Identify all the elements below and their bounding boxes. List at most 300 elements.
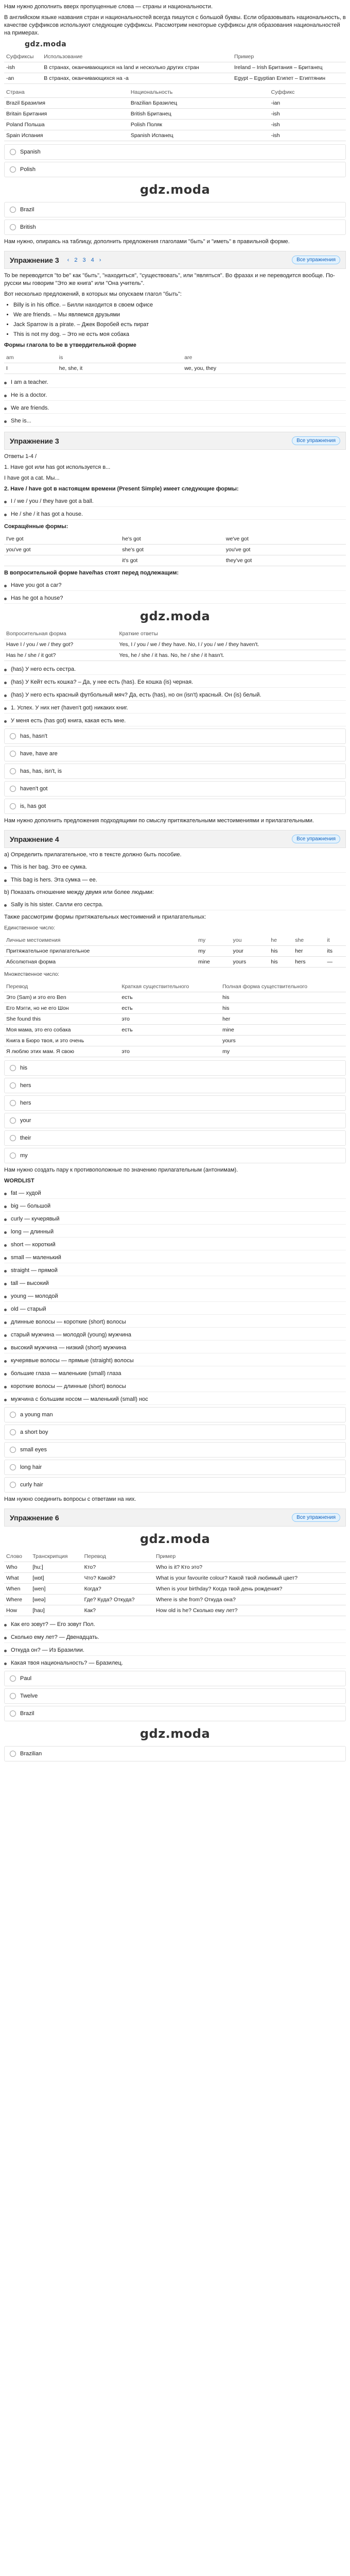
bullet-icon xyxy=(4,585,7,587)
exercise-title: Упражнение 4 xyxy=(10,835,59,843)
watermark: gdz.moda xyxy=(139,182,211,197)
answer-text: (has) У него есть сестра. xyxy=(11,666,76,672)
table-cell: -ish xyxy=(269,130,346,141)
radio-icon xyxy=(10,803,16,809)
table-cell: Его Мэгги, но не его Шон xyxy=(4,1003,119,1014)
radio-icon xyxy=(10,1751,16,1757)
radio-icon xyxy=(10,751,16,757)
answer-option[interactable] xyxy=(4,1671,346,1686)
table-cell: it's got xyxy=(120,555,224,566)
bullet-icon xyxy=(4,1218,7,1221)
radio-icon xyxy=(10,1412,16,1418)
option-label: Brazil xyxy=(20,207,34,213)
table-cell: hers xyxy=(293,957,325,968)
bullet-icon xyxy=(4,1283,7,1285)
radio-icon xyxy=(10,1464,16,1470)
option-label: has, hasn't xyxy=(20,733,47,739)
table-cell: She found this xyxy=(4,1014,119,1025)
form-line xyxy=(4,496,346,507)
section-heading: Сокращённые формы: xyxy=(4,523,68,530)
answer-line xyxy=(4,664,346,675)
table-cell: Has he / she / it got? xyxy=(4,650,117,661)
table-cell: Где? Куда? Откуда? xyxy=(82,1595,154,1605)
word-text: fat — худой xyxy=(11,1190,41,1196)
table-header: Использование xyxy=(42,52,232,62)
list-item: • This is not my dog. – Это не есть моя собака xyxy=(13,331,346,338)
table-header: is xyxy=(57,352,182,363)
answer-line xyxy=(4,416,346,427)
prev-icon[interactable]: ‹ xyxy=(67,257,69,263)
all-exercises-link[interactable]: Все упражнения xyxy=(292,256,340,264)
table-header: am xyxy=(4,352,57,363)
table-cell xyxy=(4,555,120,566)
radio-icon xyxy=(10,1675,16,1682)
pair-line xyxy=(4,1381,346,1392)
word-line xyxy=(4,1291,346,1302)
radio-icon xyxy=(10,1117,16,1124)
bullet-icon xyxy=(4,1270,7,1273)
table-cell: What xyxy=(4,1573,30,1584)
table-cell: Polish Поляк xyxy=(129,120,269,130)
form-text: I / we / you / they have got a ball. xyxy=(11,498,94,504)
table-cell: это xyxy=(119,1014,220,1025)
table-cell: -ian xyxy=(269,98,346,109)
option-label: have, have are xyxy=(20,751,58,757)
option-label: is, has got xyxy=(20,803,46,809)
all-exercises-link[interactable]: Все упражнения xyxy=(292,1513,340,1522)
exercise-title: Упражнение 6 xyxy=(10,1513,59,1522)
table-header: Национальность xyxy=(129,87,269,98)
answer-line xyxy=(4,390,346,401)
table-cell: Yes, I / you / we / they have. No, I / you / we / they haven't. xyxy=(117,639,346,650)
word-line xyxy=(4,1252,346,1263)
option-label: Paul xyxy=(20,1675,32,1682)
answer-text: Какая твоя национальность? — Бразилец. xyxy=(11,1660,123,1666)
table-header: my xyxy=(196,935,231,946)
page-link[interactable]: 2 xyxy=(74,257,78,263)
wordlist-label: WORDLIST xyxy=(4,1178,34,1184)
nationality-table xyxy=(4,87,346,141)
table-cell: [hu:] xyxy=(30,1562,82,1573)
option-label: long hair xyxy=(20,1464,42,1470)
answer-option[interactable] xyxy=(4,1078,346,1093)
task-text: Нам нужно создать пару к противоположные по значению прилагательным (антонимам). xyxy=(4,1167,238,1173)
table-cell: mine xyxy=(196,957,231,968)
exercise-title: Упражнение 3 xyxy=(10,436,59,445)
table-cell: we've got xyxy=(224,534,346,545)
watermark: gdz.moda xyxy=(25,40,67,48)
table-cell: есть xyxy=(119,1025,220,1036)
bullet-icon xyxy=(4,1360,7,1363)
all-exercises-link[interactable]: Все упражнения xyxy=(292,835,340,843)
option-label: haven't got xyxy=(20,786,48,792)
table-cell: you've got xyxy=(4,545,120,555)
word-text: curly — кучерявый xyxy=(11,1216,60,1222)
example-text: Sally is his sister. Салли его сестра. xyxy=(11,902,103,908)
pair-line xyxy=(4,1394,346,1405)
table-cell: I've got xyxy=(4,534,120,545)
answer-option[interactable] xyxy=(4,1688,346,1704)
table-cell: Brazilian Бразилец xyxy=(129,98,269,109)
word-text: old — старый xyxy=(11,1306,46,1312)
bullet-icon xyxy=(4,1309,7,1311)
table-cell: Ireland – Irish Британия – Британец xyxy=(232,62,346,73)
bullet-icon xyxy=(4,1244,7,1247)
table-cell: Who is it? Кто это? xyxy=(154,1562,346,1573)
word-line xyxy=(4,1214,346,1225)
example-text: This is her bag. Это ее сумка. xyxy=(11,864,87,870)
table-header: Перевод xyxy=(4,981,119,992)
answer-option[interactable] xyxy=(4,728,346,744)
answer-line xyxy=(4,703,346,714)
pair-line xyxy=(4,1317,346,1328)
pair-text: короткие волосы — длинные (short) волосы xyxy=(11,1383,126,1389)
table-header: Пример xyxy=(154,1551,346,1562)
option-label: Brazilian xyxy=(20,1751,42,1757)
radio-icon xyxy=(10,166,16,173)
table-cell: Кто? xyxy=(82,1562,154,1573)
word-text: tall — высокий xyxy=(11,1280,49,1286)
answer-text: We are friends. xyxy=(11,405,49,411)
pair-text: мужчина с большим носом — маленький (small) нос xyxy=(11,1396,148,1402)
radio-icon xyxy=(10,1082,16,1089)
table-cell: her xyxy=(220,1014,346,1025)
table-cell: -ish xyxy=(269,109,346,120)
answer-text: 1. Успех. У них нет (haven't got) никаких книг. xyxy=(11,705,128,711)
table-cell: Where xyxy=(4,1595,30,1605)
bullet-icon xyxy=(4,1334,7,1337)
word-line xyxy=(4,1278,346,1289)
bullet-icon xyxy=(4,879,7,882)
table-cell: yours xyxy=(220,1036,346,1046)
form-text: Has he got a house? xyxy=(11,595,63,601)
bullet-icon xyxy=(4,598,7,600)
answer-option[interactable] xyxy=(4,1095,346,1111)
bullet-icon xyxy=(4,1650,7,1652)
table-header: it xyxy=(325,935,346,946)
table-header: Краткие ответы xyxy=(117,629,346,639)
all-exercises-link[interactable]: Все упражнения xyxy=(292,436,340,445)
answer-option[interactable] xyxy=(4,1746,346,1761)
table-cell: Egypt – Egyptian Египет – Египтянин xyxy=(232,73,346,84)
page-link[interactable]: 3 xyxy=(82,257,86,263)
answer-option[interactable] xyxy=(4,1442,346,1458)
rule-text: To be переводится "to be" как "быть", "находиться", "существовать", или "являться". Во фразах и не переводится вообще. По-русски мы говорим "Это же книга" или "Она учитель". xyxy=(4,273,335,286)
answer-line xyxy=(4,1645,346,1656)
option-label: hers xyxy=(20,1082,31,1089)
bullet-icon xyxy=(4,867,7,869)
radio-icon xyxy=(10,1153,16,1159)
bullet-icon xyxy=(4,382,7,384)
bullet-icon xyxy=(4,1296,7,1298)
table-cell: [weə] xyxy=(30,1595,82,1605)
intro-text-1: Нам нужно дополнить вверх пропущенные слова — страны и национальности. xyxy=(4,4,213,10)
word-text: small — маленький xyxy=(11,1255,61,1261)
table-cell: -ish xyxy=(269,120,346,130)
answer-option[interactable] xyxy=(4,1407,346,1422)
intro-text: Ответы 1-4 / xyxy=(4,453,37,460)
option-label: small eyes xyxy=(20,1447,47,1453)
option-label: his xyxy=(20,1065,28,1071)
option-label: Brazil xyxy=(20,1710,34,1717)
answer-option[interactable] xyxy=(4,799,346,814)
option-label: has, has, isn't, is xyxy=(20,768,62,774)
table-cell: his xyxy=(220,992,346,1003)
table-cell: Who xyxy=(4,1562,30,1573)
answer-line xyxy=(4,1658,346,1669)
bullet-icon xyxy=(4,501,7,503)
table-cell: his xyxy=(220,1003,346,1014)
radio-icon xyxy=(10,1135,16,1141)
answer-line xyxy=(4,716,346,726)
answer-text: I am a teacher. xyxy=(11,379,48,385)
radio-icon xyxy=(10,1710,16,1717)
question-table xyxy=(4,629,346,661)
question-words-table xyxy=(4,1551,346,1616)
exercise-header xyxy=(4,251,346,269)
radio-icon xyxy=(10,207,16,213)
bullet-icon xyxy=(4,1373,7,1376)
bullet-icon xyxy=(4,1663,7,1665)
bullet-icon xyxy=(4,707,7,710)
bullet-icon xyxy=(4,1399,7,1401)
table-cell: Poland Польша xyxy=(4,120,129,130)
pair-text: высокий мужчина — низкий (short) мужчина xyxy=(11,1345,127,1351)
table-cell: Britain Британия xyxy=(4,109,129,120)
bullet-icon xyxy=(4,514,7,516)
table-header: Вопросительная форма xyxy=(4,629,117,639)
pair-line xyxy=(4,1355,346,1366)
form-line xyxy=(4,509,346,520)
table-cell: mine xyxy=(220,1025,346,1036)
watermark: gdz.moda xyxy=(139,609,211,623)
table-cell: Where is she from? Откуда она? xyxy=(154,1595,346,1605)
table-cell: Книга в Бюро твоя, и это очень xyxy=(4,1036,119,1046)
word-text: short — короткий xyxy=(11,1242,56,1248)
section-heading: Формы глагола to be в утвердительной форме xyxy=(4,342,136,348)
answer-option[interactable] xyxy=(4,1477,346,1493)
answer-line xyxy=(4,677,346,688)
next-icon[interactable]: › xyxy=(99,257,101,263)
example-line: I have got a cat. Мы... xyxy=(4,475,60,481)
table-cell: I xyxy=(4,363,57,374)
short-forms-table xyxy=(4,534,346,566)
bullet-icon xyxy=(4,1347,7,1350)
table-cell: your xyxy=(231,946,269,957)
pair-line xyxy=(4,1330,346,1341)
option-label: your xyxy=(20,1117,31,1124)
table-header: Страна xyxy=(4,87,129,98)
word-line xyxy=(4,1227,346,1238)
radio-icon xyxy=(10,224,16,230)
word-text: young — молодой xyxy=(11,1293,58,1299)
section-heading: В вопросительной форме have/has стоят перед подлежащим: xyxy=(4,570,179,576)
pair-text: кучерявые волосы — прямые (straight) волосы xyxy=(11,1358,134,1364)
bullet-icon xyxy=(4,1321,7,1324)
answer-option[interactable] xyxy=(4,144,346,160)
table-cell: В странах, оканчивающихся на land и несколько других стран xyxy=(42,62,232,73)
list-item: • We are friends. – Мы являемся друзьями xyxy=(13,311,346,319)
bullet-icon xyxy=(4,1231,7,1234)
word-text: straight — прямой xyxy=(11,1267,58,1274)
form-line xyxy=(4,580,346,591)
answer-text: She is... xyxy=(11,418,31,424)
table-header: Перевод xyxy=(82,1551,154,1562)
bullet-icon xyxy=(4,408,7,410)
exercise-pagination xyxy=(67,257,101,263)
example-line xyxy=(4,900,346,910)
example-text: This bag is hers. Эта сумка — ее. xyxy=(11,877,97,883)
rule-text: b) Показать отношение между двумя или более людьми: xyxy=(4,889,154,895)
word-line xyxy=(4,1265,346,1276)
table-cell: Spanish Испанец xyxy=(129,130,269,141)
radio-icon xyxy=(10,1482,16,1488)
table-cell: When xyxy=(4,1584,30,1595)
table-header: Транскрипция xyxy=(30,1551,82,1562)
table-cell xyxy=(119,1036,220,1046)
example-line xyxy=(4,862,346,873)
table-cell: her xyxy=(293,946,325,957)
word-text: big — большой xyxy=(11,1203,51,1209)
table-header: she xyxy=(293,935,325,946)
exercise-header xyxy=(4,432,346,450)
task-text: Нам нужно соединить вопросы с ответами на них. xyxy=(4,1496,136,1502)
answer-option[interactable] xyxy=(4,781,346,796)
list-item: • Jack Sparrow is a pirate. – Джек Воробей есть пират xyxy=(13,321,346,329)
task-text: Нам нужно дополнить предложения подходящими по смыслу притяжательными местоимениями и прилагательными. xyxy=(4,818,314,824)
table-header: Суффиксы xyxy=(4,52,42,62)
radio-icon xyxy=(10,149,16,155)
answer-option[interactable] xyxy=(4,1130,346,1146)
table-cell: he, she, it xyxy=(57,363,182,374)
answer-option[interactable] xyxy=(4,746,346,761)
table-cell: [wen] xyxy=(30,1584,82,1595)
table-cell: they've got xyxy=(224,555,346,566)
table-cell: British Британец xyxy=(129,109,269,120)
table-cell: есть xyxy=(119,992,220,1003)
pronoun-table xyxy=(4,935,346,968)
bullet-icon xyxy=(4,904,7,907)
answer-text: Сколько ему лет? — Двенадцать. xyxy=(11,1634,99,1640)
bullet-icon xyxy=(4,669,7,671)
pair-text: длинные волосы — короткие (short) волосы xyxy=(11,1319,126,1325)
bullet-icon xyxy=(4,694,7,697)
answer-option[interactable] xyxy=(4,1460,346,1475)
pair-text: большие глаза — маленькие (small) глаза xyxy=(11,1370,121,1377)
plural-table xyxy=(4,981,346,1057)
bullet-icon xyxy=(4,682,7,684)
list-item: • Billy is in his office. – Билли находится в своем офисе xyxy=(13,301,346,309)
table-cell: Brazil Бразилия xyxy=(4,98,129,109)
option-label: hers xyxy=(20,1100,31,1106)
bullet-icon xyxy=(4,395,7,397)
radio-icon xyxy=(10,1100,16,1106)
word-line xyxy=(4,1188,346,1199)
table-cell: Притяжательное прилагательное xyxy=(4,946,196,957)
rule-text: а) Определить прилагательное, что в тексте должно быть пособие. xyxy=(4,852,182,858)
suffix-table xyxy=(4,52,346,84)
table-cell: -an xyxy=(4,73,42,84)
table-cell: Это (Sam) и это его Ben xyxy=(4,992,119,1003)
answer-text: У меня есть (has got) книга, какая есть мне. xyxy=(11,718,126,724)
task-text: Нам нужно, опираясь на таблицу, дополнить предложения глаголами "быть" и "иметь" в правильной форме. xyxy=(4,239,290,245)
table-cell: -ish xyxy=(4,62,42,73)
answer-text: He is a doctor. xyxy=(11,392,47,398)
form-line xyxy=(4,593,346,604)
radio-icon xyxy=(10,733,16,739)
table-cell: Как? xyxy=(82,1605,154,1616)
exercise-title: Упражнение 3 xyxy=(10,256,59,264)
section-heading: Также рассмотрим формы притяжательных местоимений и прилагательных: xyxy=(4,914,206,920)
option-label: their xyxy=(20,1135,31,1141)
radio-icon xyxy=(10,786,16,792)
bullet-icon xyxy=(4,1257,7,1260)
page-link[interactable]: 4 xyxy=(91,257,94,263)
exercise-header xyxy=(4,1509,346,1527)
option-label: Twelve xyxy=(20,1693,38,1699)
bullet-icon xyxy=(4,1386,7,1388)
example-line xyxy=(4,875,346,886)
radio-icon xyxy=(10,1447,16,1453)
table-header: are xyxy=(182,352,346,363)
answer-line xyxy=(4,1632,346,1643)
table-cell: Что? Какой? xyxy=(82,1573,154,1584)
forms-table xyxy=(4,352,346,374)
table-cell: — xyxy=(325,957,346,968)
word-text: long — длинный xyxy=(11,1229,54,1235)
bullet-icon xyxy=(4,1206,7,1208)
radio-icon xyxy=(10,1693,16,1699)
table-cell: Spain Испания xyxy=(4,130,129,141)
table-cell: he's got xyxy=(120,534,224,545)
sub-heading: Множественное число: xyxy=(4,972,59,977)
form-text: Have you got a car? xyxy=(11,582,62,588)
answer-text: (has) У него есть красный футбольный мяч? Да, есть (has), но он (isn't) красный. Он (is) белый. xyxy=(11,692,261,698)
sub-heading: Единственное число: xyxy=(4,925,55,931)
table-cell: [haʊ] xyxy=(30,1605,82,1616)
answer-option[interactable] xyxy=(4,219,346,235)
bullet-icon xyxy=(4,1193,7,1195)
answer-line xyxy=(4,690,346,701)
answer-line xyxy=(4,1619,346,1630)
answer-option[interactable] xyxy=(4,1706,346,1721)
watermark: gdz.moda xyxy=(139,1532,211,1546)
answer-option[interactable] xyxy=(4,202,346,217)
answer-option[interactable] xyxy=(4,1425,346,1440)
answer-option[interactable] xyxy=(4,1060,346,1076)
watermark: gdz.moda xyxy=(139,1726,211,1741)
table-header: Суффикс xyxy=(269,87,346,98)
answer-line xyxy=(4,403,346,414)
answer-option[interactable] xyxy=(4,1113,346,1128)
bullet-icon xyxy=(4,420,7,423)
radio-icon xyxy=(10,768,16,774)
table-header: Краткая существительного xyxy=(119,981,220,992)
table-cell: [wɒt] xyxy=(30,1573,82,1584)
table-cell: yours xyxy=(231,957,269,968)
bullet-icon xyxy=(4,1624,7,1626)
option-label: a young man xyxy=(20,1412,53,1418)
answer-option[interactable] xyxy=(4,1148,346,1163)
answer-text: (has) У Кейт есть кошка? – Да, у нее есть (has). Ее кошка (is) черная. xyxy=(11,679,194,685)
exercise-header xyxy=(4,830,346,848)
table-cell: есть xyxy=(119,1003,220,1014)
answer-option[interactable] xyxy=(4,162,346,177)
answer-option[interactable] xyxy=(4,764,346,779)
question-text: 1. Have got или has got используется в... xyxy=(4,464,111,470)
pair-line xyxy=(4,1368,346,1379)
word-line xyxy=(4,1304,346,1315)
